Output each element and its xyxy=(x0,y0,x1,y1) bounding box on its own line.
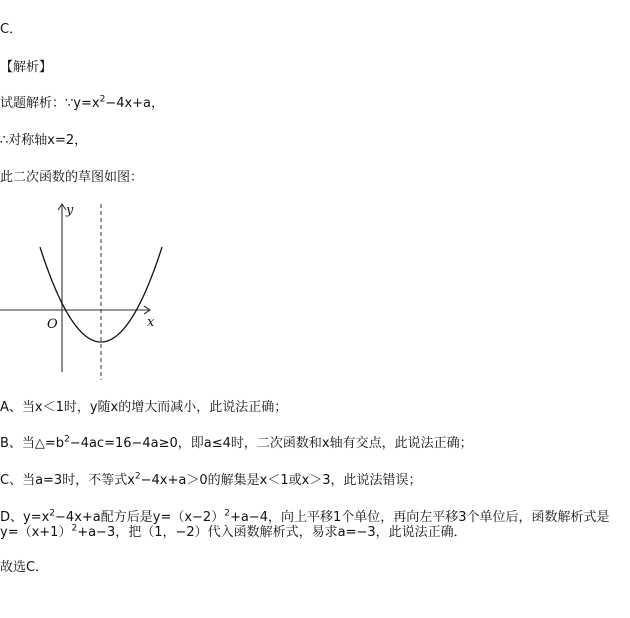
graph-caption: 此二次函数的草图如图： xyxy=(0,170,144,185)
parabola-graph xyxy=(0,196,175,381)
option-d-line2: $y=(x+1)^2+a-3$，把（1，−2）代入函数解析式，易求a=−3，此说法正确． xyxy=(0,523,467,540)
analysis-heading: 【解析】 xyxy=(0,60,53,75)
origin-label: O xyxy=(47,317,58,332)
conclusion: 故选C． xyxy=(0,560,49,575)
answer-line: C． xyxy=(0,22,23,37)
option-c: C、当a=3时，不等式$x^2-4x+a>0$的解集是x＜1或x＞3，此说法错误； xyxy=(0,471,422,488)
option-a: A、当x＜1时，y随x的增大而减小，此说法正确； xyxy=(0,400,288,415)
symmetry-axis-line: ∴对称轴x=2， xyxy=(0,133,88,148)
y-axis-label: y xyxy=(66,203,74,218)
option-b: B、当$\triangle=b^2-4ac=16-4a\ge 0$，即a≤4时，二次函数和x轴有交点，此说法正确； xyxy=(0,434,473,451)
x-axis-label: x xyxy=(147,315,155,330)
solution-intro: 试题解析：$\because y=x^2-4x+a$， xyxy=(0,94,165,111)
option-d-line1: D、$y=x^2-4x+a$配方后是$y=(x-2)^2+a-4$，向上平移1个单位，再向左平移3个单位后，函数解析式是 xyxy=(0,508,610,525)
